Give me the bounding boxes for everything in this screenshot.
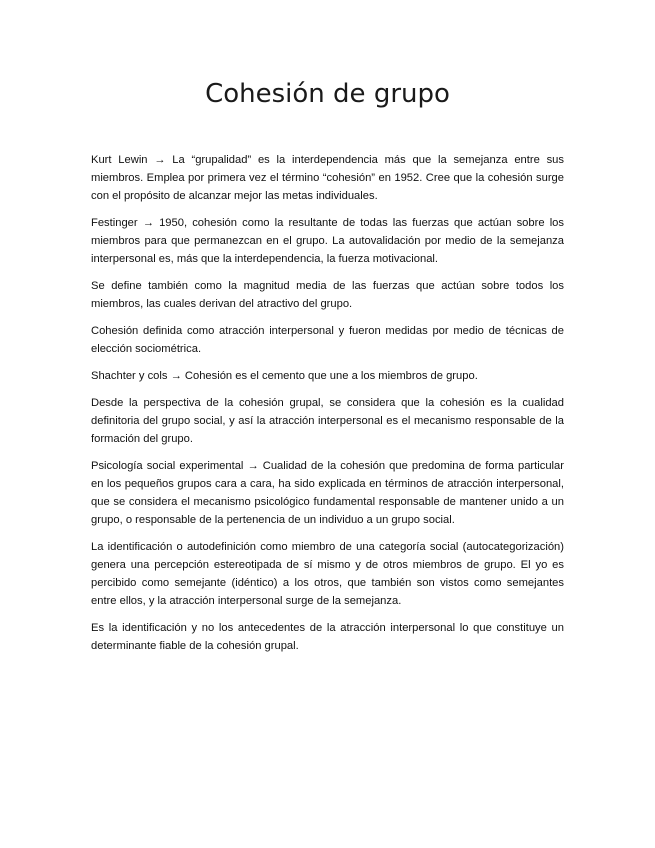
paragraph-kurt-lewin: Kurt Lewin → La “grupalidad” es la interdependencia más que la semejanza entre sus miembros. Emplea por primera vez el término “cohesión” en 1952. Cree que la cohesión surge con el propósito de alcanzar mejor las metas individuales. [91, 154, 564, 202]
paragraph-perspectiva-cohesion: Desde la perspectiva de la cohesión grupal, se considera que la cohesión es la cualidad definitoria del grupo social, y así la atracción interpersonal es el mecanismo responsable de la formación del grupo. [91, 397, 564, 445]
page-title: Cohesión de grupo [205, 79, 450, 109]
paragraph-shachter: Shachter y cols → Cohesión es el cemento que une a los miembros de grupo. [91, 370, 478, 382]
paragraph-magnitud-media: Se define también como la magnitud media de las fuerzas que actúan sobre todos los miembros, las cuales derivan del atractivo del grupo. [91, 280, 564, 310]
document-body [91, 151, 564, 664]
paragraph-psicologia-social: Psicología social experimental → Cualidad de la cohesión que predomina de forma particular en los pequeños grupos cara a cara, ha sido explicada en términos de atracción interpersonal, que se considera el mecanismo psicológico fundamental responsable de mantener unido a un grupo, o responsable de la pertenencia de un individuo a un grupo social. [91, 460, 564, 526]
paragraph-identificacion: La identificación o autodefinición como miembro de una categoría social (autocategorización) genera una percepción estereotipada de sí mismo y de otros miembros de grupo. El yo es percibido como semejante (idéntico) a los otros, que también son vistos como semejantes entre ellos, y la atracción interpersonal surge de la semejanza. [91, 541, 564, 607]
paragraph-atraccion-interpersonal: Cohesión definida como atracción interpersonal y fueron medidas por medio de técnicas de elección sociométrica. [91, 325, 564, 355]
paragraph-conclusion: Es la identificación y no los antecedentes de la atracción interpersonal lo que constituye un determinante fiable de la cohesión grupal. [91, 622, 564, 652]
paragraph-festinger: Festinger → 1950, cohesión como la resultante de todas las fuerzas que actúan sobre los miembros para que permanezcan en el grupo. La autovalidación por medio de la semejanza interpersonal es, más que la interdependencia, la fuerza motivacional. [91, 217, 564, 265]
